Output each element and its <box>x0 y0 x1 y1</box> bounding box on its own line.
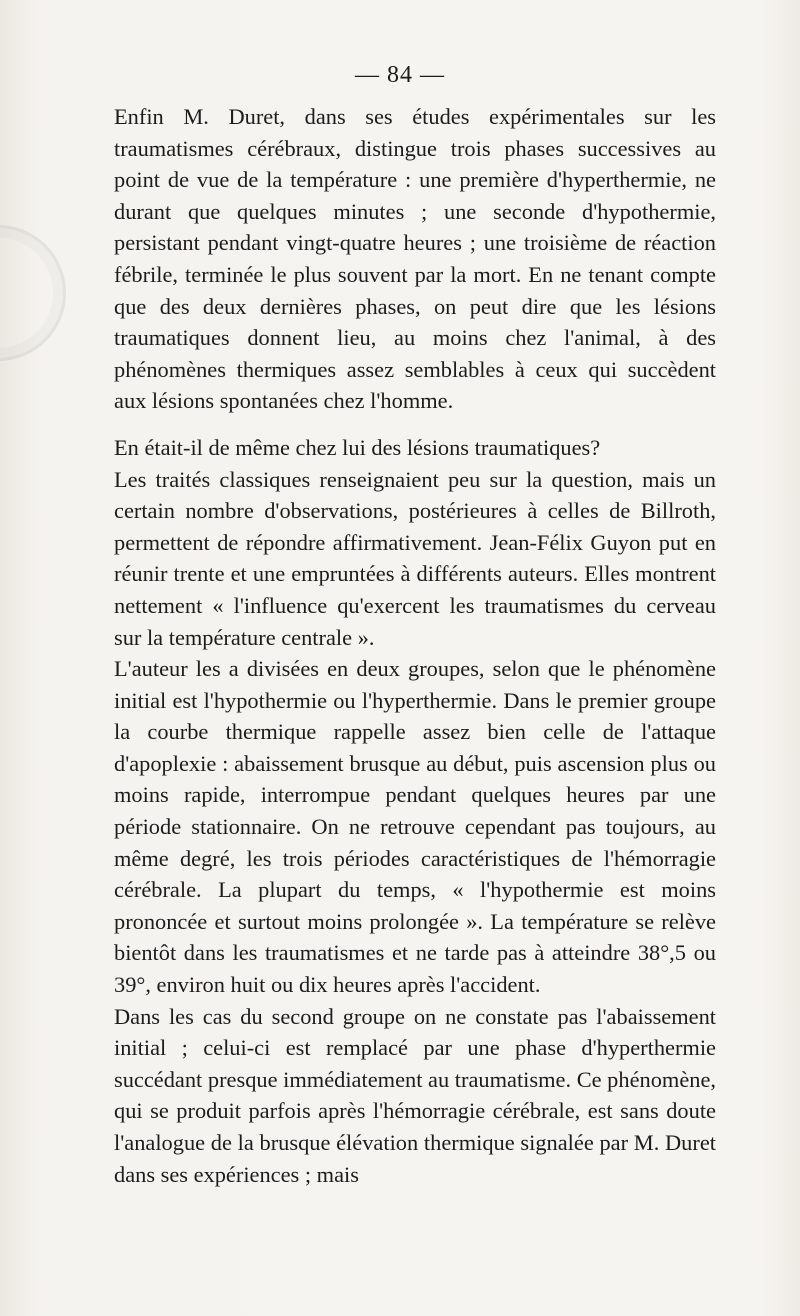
paragraph-duret: Enfin M. Duret, dans ses études expérimentales sur les traumatismes cérébraux, distingue trois phases successives au point de vue de la température : une première d'hyperthermie, ne durant que quelques minutes ; une seconde d'hypothermie, persistant pendant vingt-quatre heures ; une troisième de réaction fébrile, terminée le plus souvent par la mort. En ne tenant compte que des deux dernières phases, on peut dire que les lésions traumatiques donnent lieu, au moins chez l'animal, à des phénomènes thermiques assez semblables à ceux qui succèdent aux lésions spontanées chez l'homme. <box>114 104 716 414</box>
paragraph-question: En était-il de même chez lui des lésions traumatiques? <box>114 434 601 460</box>
paragraph-guyon: Les traités classiques renseignaient peu sur la question, mais un certain nombre d'observations, postérieures à celles de Billroth, permettent de répondre affirmativement. Jean-Félix Guyon put en réunir trente et une empruntées à différents auteurs. Elles montrent nettement « l'influence qu'exercent les traumatismes du cerveau sur la température centrale ». <box>114 466 716 650</box>
body-text <box>114 101 716 1190</box>
library-stamp-icon <box>0 225 66 361</box>
paragraph-second-group: Dans les cas du second groupe on ne constate pas l'abaissement initial ; celui-ci est remplacé par une phase d'hyperthermie succédant presque immédiatement au traumatisme. Ce phénomène, qui se produit parfois après l'hémorragie cérébrale, est sans doute l'analogue de la brusque élévation thermique signalée par M. Duret dans ses expériences ; mais <box>114 1003 716 1187</box>
page-number: — 84 — <box>355 62 445 88</box>
paragraph-first-group: L'auteur les a divisées en deux groupes, selon que le phénomène initial est l'hypothermie ou l'hyperthermie. Dans le premier groupe la courbe thermique rappelle assez bien celle de l'attaque d'apoplexie : abaissement brusque au début, puis ascension plus ou moins rapide, interrompue pendant quelques heures par une période stationnaire. On ne retrouve cependant pas toujours, au même degré, les trois périodes caractéristiques de l'hémorragie cérébrale. La plupart du temps, « l'hypothermie est moins prononcée et surtout moins prolongée ». La température se relève bientôt dans les traumatismes et ne tarde pas à atteindre 38°,5 ou 39°, environ huit ou dix heures après l'accident. <box>114 656 716 998</box>
